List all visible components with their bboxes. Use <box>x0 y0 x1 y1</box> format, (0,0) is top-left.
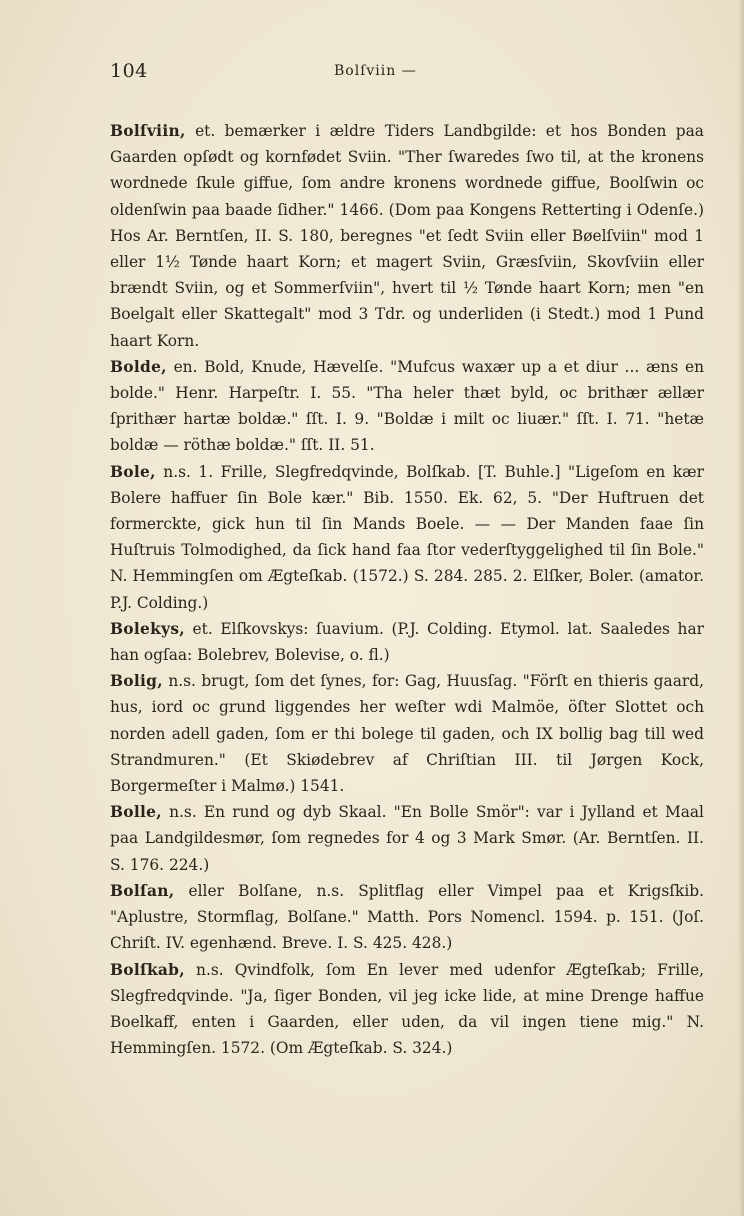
entry-text: n.s. En rund og dyb Skaal. "En Bolle Smör": var i Jylland et Maal paa Landgildesmør, ſom regnedes for 4 og 3 Mark Smør. (Ar. Berntſen. II. S. 176. 224.) <box>110 803 704 874</box>
dictionary-entry <box>110 668 704 799</box>
dictionary-entry <box>110 354 704 459</box>
entry-headword: Bole, <box>110 462 156 481</box>
entry-headword: Bolekys, <box>110 619 185 638</box>
entry-headword: Bolle, <box>110 803 162 822</box>
entry-text: n.s. 1. Frille, Slegfredqvinde, Bolſkab. [T. Buhle.] "Ligeſom en kær Bolere haffuer ſin Bole kær." Bib. 1550. Ek. 62, 5. "Der Huftruen det formerckte, gick hun til ſin Mands Boele. — — Der Manden faae ſin Huſtruis Tolmodighed, da ſick hand faa ſtor vederſtyggelighed til ſin Bole." N. Hemmingſen om Ægteſkab. (1572.) S. 284. 285. 2. Elſker, Boler. (amator. P.J. Colding.) <box>110 462 704 612</box>
entry-headword: Bolſkab, <box>110 960 185 979</box>
entry-text: en. Bold, Knude, Hævelſe. "Mufcus waxær up a et diur ... æns en bolde." Henr. Harpeſtr. I. 55. "Tha heler thæt byld, oc brithær ællær ſprithær hartæ boldæ." ſſt. I. 9. "Boldæ i milt oc liuær." ſſt. I. 71. "hetæ boldæ — röthæ boldæ." ſſt. II. 51. <box>110 357 704 455</box>
entry-headword: Bolde, <box>110 357 167 376</box>
page-gutter-shadow <box>738 0 744 1216</box>
entry-text: n.s. Qvindfolk, ſom En lever med udenfor Ægteſkab; Frille, Slegfredqvinde. "Ja, ſiger Bonden, vil jeg icke lide, at mine Drenge haffue Boelkaff, enten i Gaarden, eller uden, da vil ingen tiene mig." N. Hemmingſen. 1572. (Om Ægteſkab. S. 324.) <box>110 960 704 1058</box>
dictionary-entry <box>110 616 704 668</box>
page-header <box>110 60 630 84</box>
entry-text: et. Elſkovskys: ſuavium. (P.J. Colding. Etymol. lat. Saaledes har han ogſaa: Bolebrev, Bolevise, o. fl.) <box>110 619 704 665</box>
dictionary-entry <box>110 799 704 878</box>
dictionary-body <box>110 118 704 1061</box>
entry-headword: Bolſan, <box>110 881 175 900</box>
dictionary-entry <box>110 957 704 1062</box>
dictionary-entry <box>110 878 704 957</box>
running-head: Bolſviin — <box>334 63 417 79</box>
entry-headword: Bolig, <box>110 672 163 691</box>
entry-text: et. bemærker i ældre Tiders Landbgilde: et hos Bonden paa Gaarden opſødt og kornfødet Sviin. "Ther ſwaredes ſwo til, at the kronens wordnede ſkule giffue, ſom andre kronens wordnede giffue, Boolſwin oc oldenſwin paa baade ſidher." 1466. (Dom paa Kongens Retterting i Odenſe.) Hos Ar. Berntſen, II. S. 180, beregnes "et ſedt Sviin eller Bøelſviin" mod 1 eller 1½ Tønde haart Korn; et magert Sviin, Græsſviin, Skovſviin eller brændt Sviin, og et Sommerſviin", hvert til ½ Tønde haart Korn; men "en Boelgalt eller Skattegalt" mod 3 Tdr. og underliden (i Stedt.) mod 1 Pund haart Korn. <box>110 122 704 350</box>
dictionary-entry <box>110 118 704 354</box>
page-number: 104 <box>110 60 148 82</box>
entry-headword: Bolſviin, <box>110 122 186 140</box>
entry-text: eller Bolſane, n.s. Splitflag eller Vimpel paa et Krigsſkib. "Aplustre, Stormflag, Bolſane." Matth. Pors Nomencl. 1594. p. 151. (Joſ. Chriſt. IV. egenhænd. Breve. I. S. 425. 428.) <box>110 881 704 953</box>
entry-text: n.s. brugt, ſom det ſynes, for: Gag, Huusſag. "Förſt en thieris gaard, hus, iord oc grund liggendes her weſter wdi Malmöe, öſter Slottet och norden adell gaden, ſom er thi bolege til gaden, och IX bollig bag till wed Strandmuren." (Et Skiødebrev af Chriſtian III. til Jørgen Kock, Borgermeſter i Malmø.) 1541. <box>110 672 704 796</box>
dictionary-entry <box>110 459 704 616</box>
